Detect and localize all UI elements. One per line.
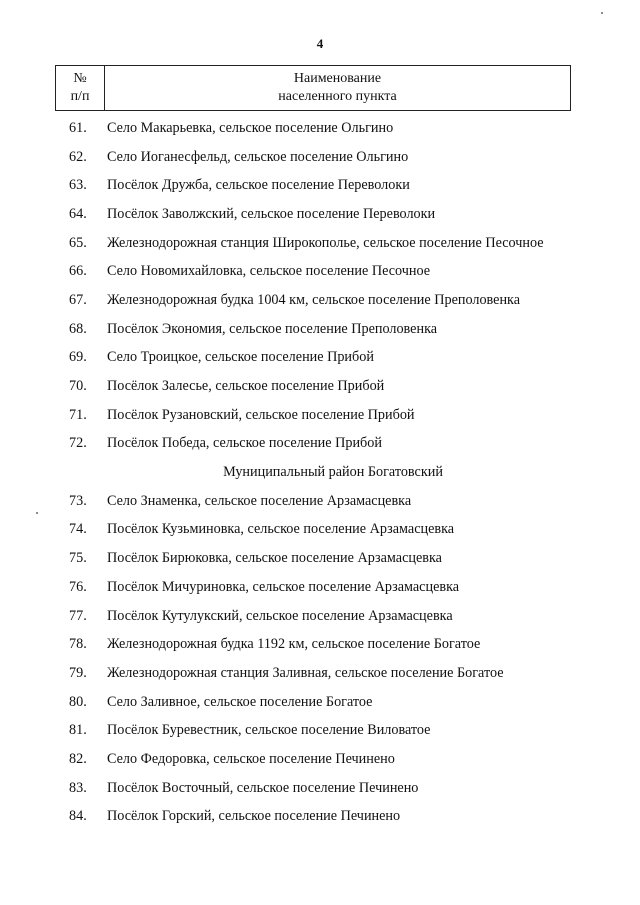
list-item — [55, 229, 571, 258]
item-number: 82. — [69, 750, 87, 767]
settlement-list — [55, 114, 571, 831]
item-number: 77. — [69, 607, 87, 624]
item-number: 74. — [69, 521, 87, 538]
list-item — [55, 803, 571, 832]
item-number: 70. — [69, 378, 87, 395]
scan-speck — [36, 512, 38, 514]
item-name: Посёлок Мичуриновка, сельское поселение Арзамасцевка — [107, 578, 460, 595]
item-name: Посёлок Экономия, сельское поселение Преполовенка — [107, 320, 438, 337]
item-number: 64. — [69, 205, 87, 222]
list-item — [55, 774, 571, 803]
item-name: Посёлок Бирюковка, сельское поселение Арзамасцевка — [107, 550, 442, 567]
item-number: 63. — [69, 177, 87, 194]
item-number: 65. — [69, 234, 87, 251]
item-name: Посёлок Горский, сельское поселение Печинено — [107, 808, 401, 825]
item-name: Железнодорожная будка 1004 км, сельское поселение Преполовенка — [107, 291, 521, 308]
item-name: Железнодорожная будка 1192 км, сельское поселение Богатое — [107, 636, 481, 653]
item-name: Железнодорожная станция Широкополье, сельское поселение Песочное — [107, 234, 544, 251]
list-item — [55, 602, 571, 631]
item-number: 69. — [69, 349, 87, 366]
list-item — [55, 430, 571, 459]
list-item — [55, 372, 571, 401]
header-name-column — [105, 66, 570, 110]
list-item — [55, 745, 571, 774]
item-name: Село Федоровка, сельское поселение Печинено — [107, 750, 395, 767]
item-name: Посёлок Кутулукский, сельское поселение Арзамасцевка — [107, 607, 453, 624]
item-number: 61. — [69, 119, 87, 136]
item-name: Посёлок Победа, сельское поселение Прибой — [107, 435, 382, 452]
list-item — [55, 200, 571, 229]
item-number: 73. — [69, 492, 87, 509]
list-item — [55, 344, 571, 373]
list-item — [55, 286, 571, 315]
section-heading: Муниципальный район Богатовский — [223, 464, 443, 481]
scan-speck — [601, 12, 603, 14]
header-name-sublabel: населенного пункта — [278, 89, 397, 104]
item-name: Посёлок Заволжский, сельское поселение Переволоки — [107, 205, 436, 222]
table-header — [55, 65, 571, 111]
item-number: 79. — [69, 664, 87, 681]
item-number: 80. — [69, 693, 87, 710]
item-number: 66. — [69, 263, 87, 280]
item-name: Село Новомихайловка, сельское поселение Песочное — [107, 263, 431, 280]
list-item — [55, 516, 571, 545]
list-item — [55, 716, 571, 745]
item-name: Село Заливное, сельское поселение Богатое — [107, 693, 373, 710]
item-name: Посёлок Кузьминовка, сельское поселение Арзамасцевка — [107, 521, 455, 538]
item-name: Село Знаменка, сельское поселение Арзамасцевка — [107, 492, 412, 509]
list-item — [55, 487, 571, 516]
list-item — [55, 171, 571, 200]
item-name: Посёлок Восточный, сельское поселение Печинено — [107, 779, 419, 796]
item-number: 72. — [69, 435, 87, 452]
item-number: 81. — [69, 722, 87, 739]
item-name: Посёлок Дружба, сельское поселение Переволоки — [107, 177, 410, 194]
item-number: 76. — [69, 578, 87, 595]
item-number: 75. — [69, 550, 87, 567]
header-number-sublabel: п/п — [70, 89, 90, 104]
list-item — [55, 315, 571, 344]
list-item — [55, 114, 571, 143]
list-item — [55, 257, 571, 286]
item-number: 78. — [69, 636, 87, 653]
item-name: Посёлок Буревестник, сельское поселение Виловатое — [107, 722, 431, 739]
item-number: 83. — [69, 779, 87, 796]
item-number: 84. — [69, 808, 87, 825]
header-number-column — [56, 66, 105, 110]
item-name: Посёлок Залесье, сельское поселение Прибой — [107, 378, 385, 395]
page-number: 4 — [316, 36, 324, 51]
item-number: 71. — [69, 406, 87, 423]
item-name: Село Макарьевка, сельское поселение Ольгино — [107, 119, 394, 136]
header-number-label: № — [73, 71, 87, 86]
item-number: 67. — [69, 291, 87, 308]
item-number: 68. — [69, 320, 87, 337]
item-name: Село Троицкое, сельское поселение Прибой — [107, 349, 374, 366]
item-number: 62. — [69, 148, 87, 165]
list-item — [55, 630, 571, 659]
list-item — [55, 659, 571, 688]
header-name-label: Наименование — [293, 71, 382, 86]
list-item — [55, 573, 571, 602]
item-name: Село Иоганесфельд, сельское поселение Ольгино — [107, 148, 409, 165]
item-name: Железнодорожная станция Заливная, сельское поселение Богатое — [107, 664, 504, 681]
list-item — [55, 688, 571, 717]
list-item — [55, 401, 571, 430]
list-item — [55, 143, 571, 172]
list-item — [55, 544, 571, 573]
item-name: Посёлок Рузановский, сельское поселение Прибой — [107, 406, 415, 423]
